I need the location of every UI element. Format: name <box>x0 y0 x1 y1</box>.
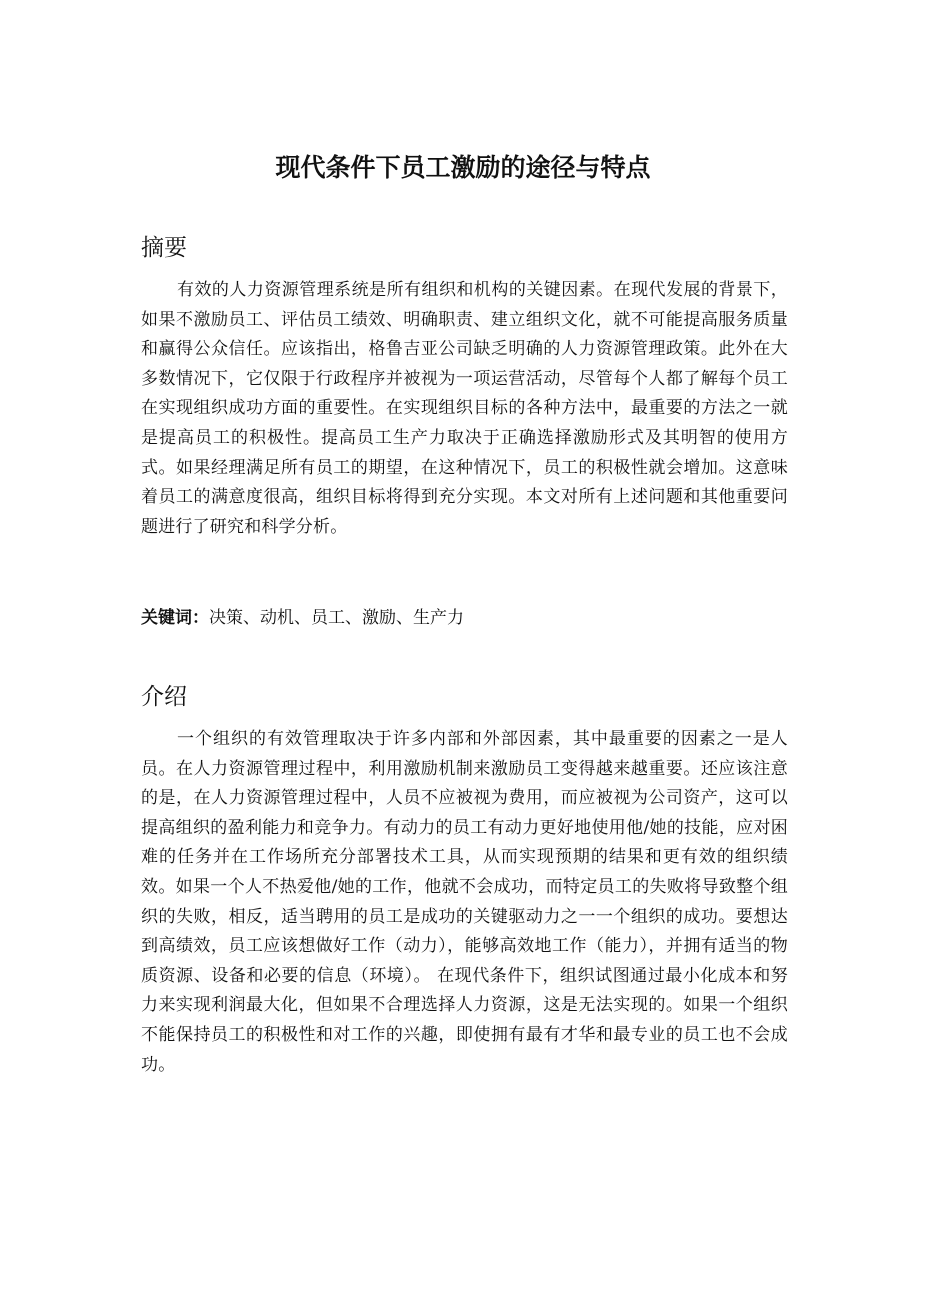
introduction-paragraph: 一个组织的有效管理取决于许多内部和外部因素，其中最重要的因素之一是人员。在人力资源管理过程中，利用激励机制来激励员工变得越来越重要。还应该注意的是，在人力资源管理过程中，人员不应被视为费用，而应被视为公司资产，这可以提高组织的盈利能力和竞争力。有动力的员工有动力更好地使用他/她的技能，应对困难的任务并在工作场所充分部署技术工具，从而实现预期的结果和更有效的组织绩效。如果一个人不热爱他/她的工作，他就不会成功，而特定员工的失败将导致整个组织的失败，相反，适当聘用的员工是成功的关键驱动力之一一个组织的成功。要想达到高绩效，员工应该想做好工作（动力），能够高效地工作（能力），并拥有适当的物质资源、设备和必要的信息（环境）。 在现代条件下，组织试图通过最小化成本和努力来实现利润最大化，但如果不合理选择人力资源，这是无法实现的。如果一个组织不能保持员工的积极性和对工作的兴趣，即使拥有最有才华和最专业的员工也不会成功。 <box>141 729 788 1075</box>
abstract-heading: 摘要 <box>141 235 187 261</box>
keywords-label: 关键词： <box>141 608 209 628</box>
abstract-paragraph: 有效的人力资源管理系统是所有组织和机构的关键因素。在现代发展的背景下，如果不激励员工、评估员工绩效、明确职责、建立组织文化，就不可能提高服务质量和赢得公众信任。应该指出，格鲁吉亚公司缺乏明确的人力资源管理政策。此外在大多数情况下，它仅限于行政程序并被视为一项运营活动，尽管每个人都了解每个员工在实现组织成功方面的重要性。在实现组织目标的各种方法中，最重要的方法之一就是提高员工的积极性。提高员工生产力取决于正确选择激励形式及其明智的使用方式。如果经理满足所有员工的期望，在这种情况下，员工的积极性就会增加。这意味着员工的满意度很高，组织目标将得到充分实现。本文对所有上述问题和其他重要问题进行了研究和科学分析。 <box>141 280 788 537</box>
keywords-line <box>141 604 788 633</box>
keywords-list: 决策、动机、员工、激励、生产力 <box>209 608 464 628</box>
introduction-heading: 介绍 <box>141 684 187 710</box>
document-title: 现代条件下员工激励的途径与特点 <box>275 153 651 182</box>
